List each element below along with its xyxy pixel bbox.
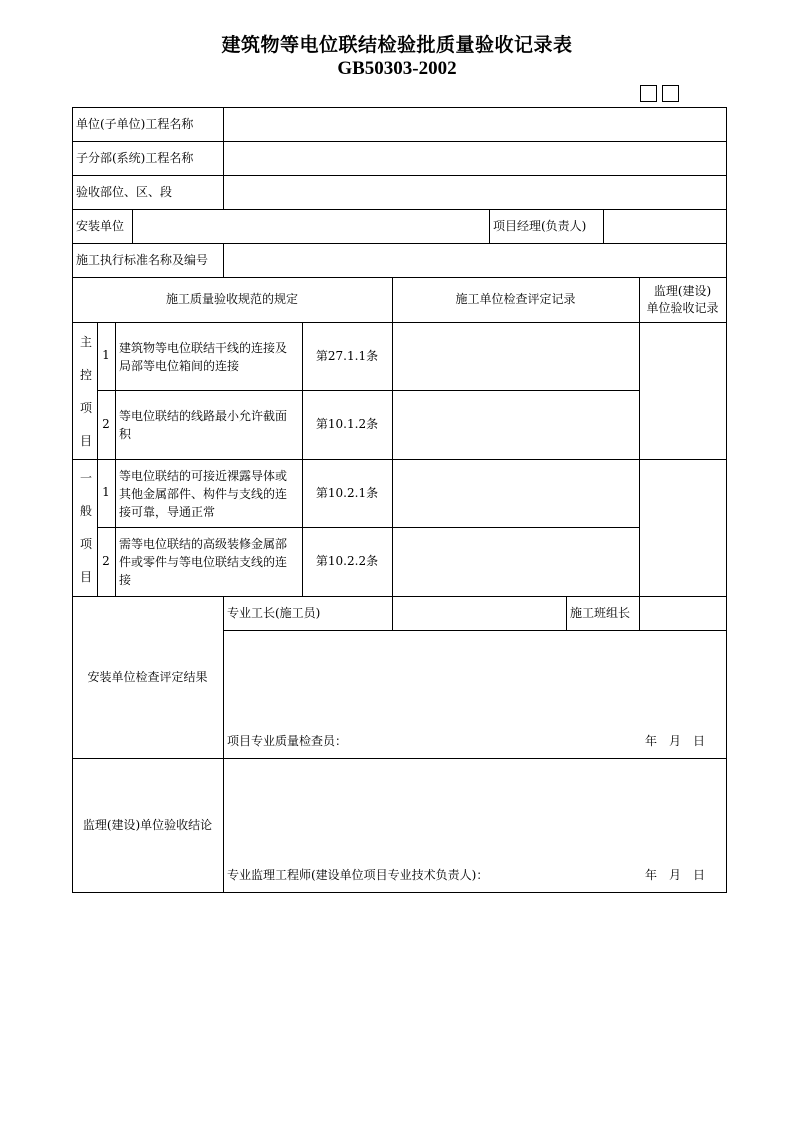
unit-project-label: 单位(子单位)工程名称: [76, 116, 194, 131]
project-manager-field[interactable]: [604, 210, 726, 243]
main-item-number: 2: [102, 417, 110, 431]
general-item-number: 2: [102, 554, 110, 568]
supervisor-record-header-line1: 监理(建设): [653, 283, 712, 298]
unit-project-field[interactable]: [224, 108, 726, 141]
form-number-box-1[interactable]: [640, 85, 657, 102]
inspection-part-field[interactable]: [224, 176, 726, 209]
team-leader-label: 施工班组长: [570, 605, 631, 620]
project-manager-label: 项目经理(负责人): [493, 218, 587, 233]
installer-result-field[interactable]: [224, 631, 726, 726]
main-items-label-char: 项: [79, 401, 92, 415]
sub-project-field[interactable]: [224, 142, 726, 175]
form-title: 建筑物等电位联结检验批质量验收记录表: [221, 34, 573, 56]
standard-name-label: 施工执行标准名称及编号: [76, 252, 209, 267]
general-items-supervisor-record[interactable]: [640, 460, 726, 596]
main-items-label-char: 控: [79, 368, 92, 382]
general-item-number: 1: [102, 485, 110, 499]
supervisor-record-column-header: [639, 277, 726, 322]
general-items-label-char: 一: [79, 471, 92, 485]
general-item-text: 等电位联结的可接近裸露导体或其他金属部件、构件与支线的连接可靠，导通正常: [119, 468, 288, 519]
supervisor-conclusion-field[interactable]: [224, 759, 726, 857]
grid-line: [72, 892, 726, 893]
installer-result-label: 安装单位检查评定结果: [87, 669, 208, 684]
general-item-contractor-record[interactable]: [393, 528, 639, 596]
general-items-label-char: 目: [79, 570, 92, 584]
supervising-engineer-label: 专业监理工程师(建设单位项目专业技术负责人)：: [227, 867, 489, 882]
main-item-number: 1: [102, 348, 110, 362]
inspection-date: 年 月 日: [645, 733, 706, 748]
main-items-label-char: 主: [79, 335, 92, 349]
main-item-contractor-record[interactable]: [393, 391, 639, 459]
foreman-label: 专业工长(施工员): [227, 605, 321, 620]
main-item-clause: 第27.1.1条: [315, 348, 379, 363]
quality-inspector-label: 项目专业质量检查员：: [227, 733, 348, 748]
contractor-record-column-header: 施工单位检查评定记录: [455, 292, 576, 306]
general-item-text: 需等电位联结的高级装修金属部件或零件与等电位联结支线的连接: [119, 537, 288, 587]
main-items-label-char: 目: [79, 434, 92, 448]
team-leader-field[interactable]: [640, 597, 726, 630]
general-items-label-char: 般: [79, 504, 92, 518]
inspection-part-label: 验收部位、区、段: [76, 184, 173, 199]
spec-column-header: 施工质量验收规范的规定: [165, 292, 298, 306]
general-item-contractor-record[interactable]: [393, 460, 639, 527]
main-item-clause: 第10.1.2条: [315, 417, 379, 431]
supervisor-record-header-line2: 单位验收记录: [646, 300, 719, 315]
main-item-text: 等电位联结的线路最小允许截面积: [119, 409, 288, 441]
foreman-field[interactable]: [393, 597, 566, 630]
installer-field[interactable]: [133, 210, 489, 243]
supervisor-conclusion-label: 监理(建设)单位验收结论: [82, 817, 213, 832]
main-items-supervisor-record[interactable]: [640, 323, 726, 459]
form-number-box-2[interactable]: [662, 85, 679, 102]
standard-code: GB50303-2002: [337, 58, 457, 79]
general-item-clause: 第10.2.2条: [315, 554, 379, 568]
general-item-clause: 第10.2.1条: [315, 485, 379, 500]
general-items-label-char: 项: [79, 537, 92, 551]
main-item-contractor-record[interactable]: [393, 323, 639, 390]
installer-label: 安装单位: [76, 218, 125, 233]
standard-name-field[interactable]: [224, 244, 726, 277]
main-item-text: 建筑物等电位联结干线的连接及局部等电位箱间的连接: [119, 340, 288, 373]
conclusion-date: 年 月 日: [645, 867, 706, 882]
grid-line: [726, 107, 727, 893]
sub-project-label: 子分部(系统)工程名称: [76, 150, 194, 165]
